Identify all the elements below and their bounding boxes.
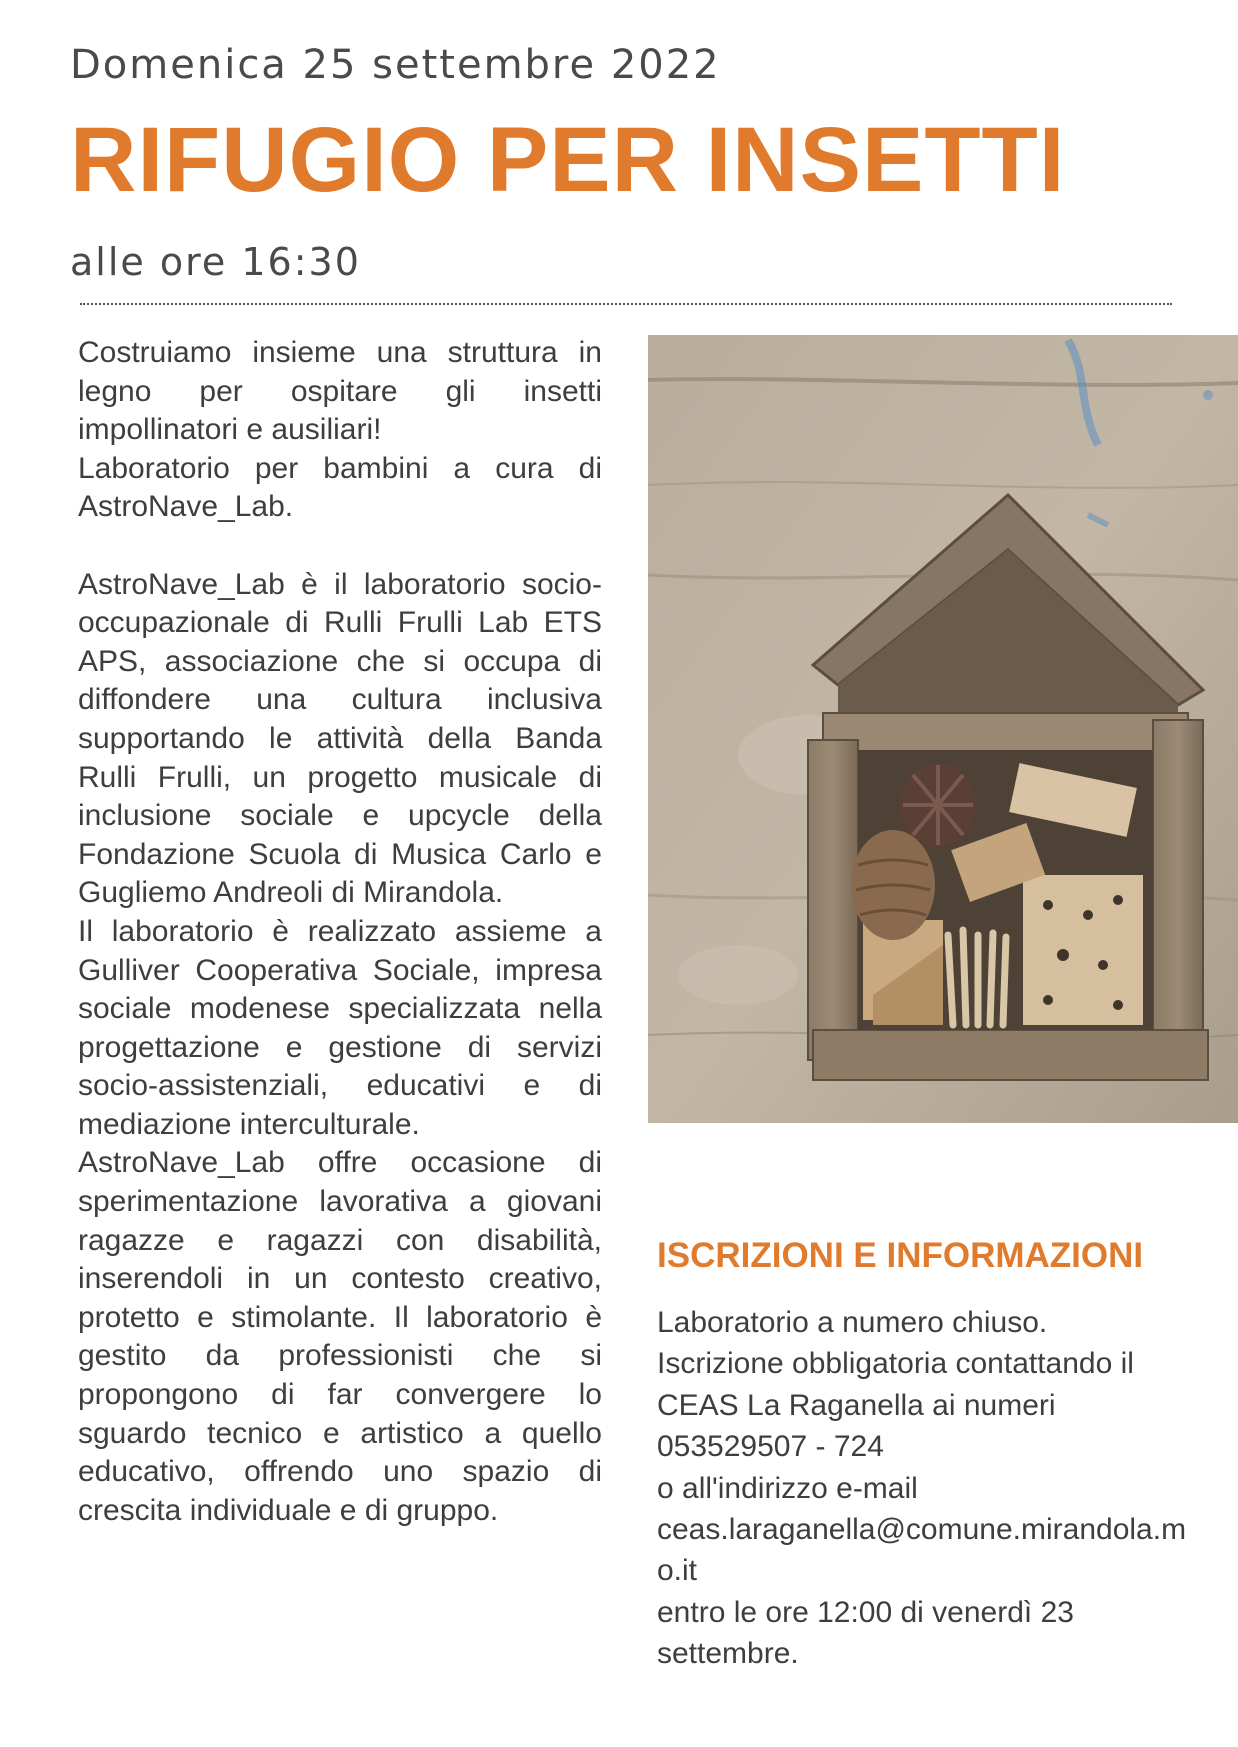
info-title: ISCRIZIONI E INFORMAZIONI: [657, 1236, 1144, 1275]
dotted-divider: [80, 303, 1172, 305]
event-title: RIFUGIO PER INSETTI: [70, 109, 1066, 211]
info-line: Iscrizione obbligatoria contattando il CEAS La Raganella ai numeri: [657, 1347, 1134, 1422]
email-link[interactable]: ceas.laraganella@comune.mirandola.mo.it: [657, 1513, 1187, 1588]
description-paragraph: Costruiamo insieme una struttura in legno per ospitare gli insetti impollinatori e ausiliari!: [78, 336, 602, 447]
info-block: [657, 1302, 1197, 1675]
info-deadline: entro le ore 12:00 di venerdì 23 settembre.: [657, 1595, 1074, 1671]
insect-hotel-photo: [648, 335, 1238, 1123]
event-time: alle ore 16:30: [70, 240, 361, 284]
description-paragraph: AstroNave_Lab è il laboratorio socio-occupazionale di Rulli Frulli Lab ETS APS, associazione che si occupa di diffondere una cultura inclusiva supportando le attività della Banda Rulli Frulli, un progetto musicale di inclusione sociale e upcycle della Fondazione Scuola di Musica Carlo e Gugliemo Andreoli di Mirandola.: [78, 567, 602, 910]
info-line: Laboratorio a numero chiuso.: [657, 1306, 1048, 1339]
description-column: [78, 334, 602, 1530]
info-line: o all'indirizzo e-mail: [657, 1471, 918, 1505]
phone-numbers: 053529507 - 724: [657, 1430, 884, 1464]
event-date: Domenica 25 settembre 2022: [70, 42, 721, 88]
description-paragraph: Laboratorio per bambini a cura di AstroNave_Lab.: [78, 451, 602, 524]
description-paragraph: AstroNave_Lab offre occasione di sperimentazione lavorativa a giovani ragazze e ragazzi con disabilità, inserendoli in un contesto creativo, protetto e stimolante. Il laboratorio è gestito da professionisti che si propongono di far convergere lo sguardo tecnico e artistico a quello educativo, offrendo uno spazio di crescita individuale e di gruppo.: [78, 1146, 602, 1527]
description-paragraph: Il laboratorio è realizzato assieme a Gulliver Cooperativa Sociale, impresa sociale modenese specializzata nella progettazione e gestione di servizi socio-assistenziali, educativi e di mediazione interculturale.: [78, 914, 602, 1141]
